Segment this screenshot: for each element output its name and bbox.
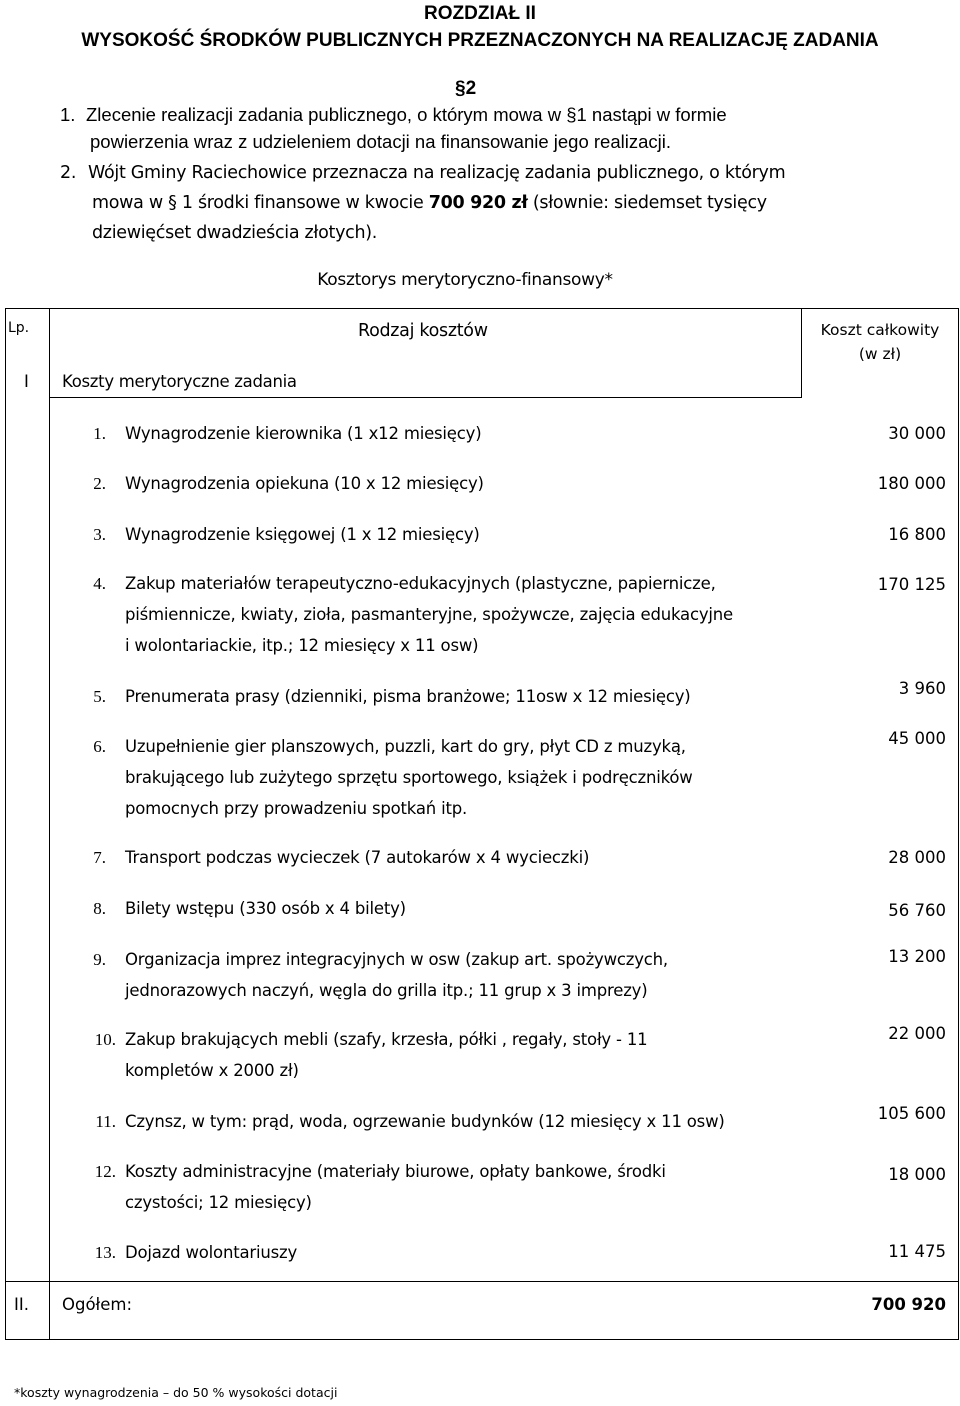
row-amount: 11 475	[888, 1242, 946, 1261]
row-amount: 45 000	[888, 729, 946, 748]
row-description: Prenumerata prasy (dzienniki, pisma branżowe; 11osw x 12 miesięcy)	[125, 687, 691, 706]
row-number: 10.	[94, 1030, 116, 1049]
row-amount: 180 000	[877, 474, 946, 493]
row-number: 7.	[93, 848, 106, 867]
section-i-number: I	[24, 372, 29, 391]
table-lp-divider	[49, 308, 50, 1340]
row-amount: 170 125	[877, 575, 946, 594]
row-amount: 30 000	[888, 424, 946, 443]
row-description: Zakup materiałów terapeutyczno-edukacyjnych (plastyczne, papiernicze,	[125, 574, 716, 593]
chapter-title: ROZDZIAŁ II	[424, 3, 536, 24]
paragraph-1-line-1: Zlecenie realizacji zadania publicznego, o którym mowa w §1 nastąpi w formie	[86, 104, 727, 125]
row-amount: 3 960	[898, 679, 946, 698]
table-right-border	[958, 308, 959, 1340]
row-description: Uzupełnienie gier planszowych, puzzli, kart do gry, płyt CD z muzyką,	[125, 737, 686, 756]
section-ii-label: Ogółem:	[62, 1295, 133, 1314]
row-description: Bilety wstępu (330 osób x 4 bilety)	[125, 899, 406, 918]
row-number: 5.	[93, 687, 106, 706]
row-amount: 56 760	[888, 901, 946, 920]
table-bottom-border	[5, 1339, 959, 1340]
row-description: Transport podczas wycieczek (7 autokarów x 4 wycieczki)	[125, 848, 590, 867]
chapter-subtitle: WYSOKOŚĆ ŚRODKÓW PUBLICZNYCH PRZEZNACZONYCH NA REALIZACJĘ ZADANIA	[81, 30, 879, 51]
paragraph-1-line-2: powierzenia wraz z udzieleniem dotacji na finansowanie jego realizacji.	[90, 131, 672, 152]
row-number: 1.	[93, 424, 106, 443]
section-sign: §2	[455, 78, 477, 99]
paragraph-2-number: 2.	[60, 163, 77, 183]
row-description: Wynagrodzenia opiekuna (10 x 12 miesięcy)	[125, 474, 484, 493]
row-amount: 105 600	[877, 1104, 946, 1123]
table-top-border	[5, 308, 959, 309]
row-description: Zakup brakujących mebli (szafy, krzesła, półki , regały, stoły - 11	[125, 1030, 648, 1049]
row-number: 4.	[93, 574, 106, 593]
row-number: 9.	[93, 950, 106, 969]
row-amount: 16 800	[888, 525, 946, 544]
paragraph-2-line-2-end: (słownie: siedemset tysięcy	[532, 193, 767, 213]
paragraph-2-amount: 700 920 zł	[428, 193, 528, 213]
grand-total: 700 920	[871, 1295, 946, 1314]
section-ii-number: II.	[14, 1295, 29, 1314]
row-description: Organizacja imprez integracyjnych w osw (zakup art. spożywczych,	[125, 950, 668, 969]
header-total-cost: Koszt całkowity	[820, 321, 940, 339]
row-description: piśmiennicze, kwiaty, zioła, pasmanteryjne, spożywcze, zajęcia edukacyjne	[125, 605, 733, 624]
row-number: 12.	[94, 1162, 116, 1181]
header-total-cost-unit: (w zł)	[858, 345, 902, 363]
row-description: pomocnych przy prowadzeniu spotkań itp.	[125, 799, 468, 818]
row-description: kompletów x 2000 zł)	[125, 1061, 299, 1080]
paragraph-2-line-1: Wójt Gminy Raciechowice przeznacza na realizację zadania publicznego, o którym	[88, 163, 786, 183]
row-description: Czynsz, w tym: prąd, woda, ogrzewanie budynków (12 miesięcy x 11 osw)	[125, 1112, 725, 1131]
table-left-border	[5, 308, 6, 1340]
section-i-label: Koszty merytoryczne zadania	[62, 372, 297, 391]
header-lp: Lp.	[8, 320, 30, 336]
row-description: jednorazowych naczyń, węgla do grilla itp.; 11 grup x 3 imprezy)	[125, 981, 648, 1000]
row-number: 13.	[94, 1243, 116, 1262]
row-description: Dojazd wolontariuszy	[125, 1243, 298, 1262]
row-number: 6.	[93, 737, 106, 756]
table-header-bottom	[49, 397, 802, 398]
header-cost-type: Rodzaj kosztów	[358, 321, 488, 341]
row-description: Wynagrodzenie księgowej (1 x 12 miesięcy)	[125, 525, 480, 544]
row-amount: 18 000	[888, 1165, 946, 1184]
paragraph-1-number: 1.	[60, 104, 76, 125]
row-number: 11.	[95, 1112, 116, 1131]
row-amount: 13 200	[888, 947, 946, 966]
table-title: Kosztorys merytoryczno-finansowy*	[317, 270, 613, 290]
row-amount: 28 000	[888, 848, 946, 867]
paragraph-2-line-2-start: mowa w § 1 środki finansowe w kwocie	[92, 193, 424, 213]
footnote: *koszty wynagrodzenia – do 50 % wysokości dotacji	[14, 1385, 338, 1400]
row-description: i wolontariackie, itp.; 12 miesięcy x 11 osw)	[125, 636, 479, 655]
row-number: 8.	[93, 899, 106, 918]
paragraph-2-line-2	[92, 193, 767, 213]
table-total-top	[5, 1281, 959, 1282]
row-number: 3.	[93, 525, 106, 544]
row-description: brakującego lub zużytego sprzętu sportowego, książek i podręczników	[125, 768, 693, 787]
row-amount: 22 000	[888, 1024, 946, 1043]
paragraph-2-line-3: dziewięćset dwadzieścia złotych).	[92, 223, 378, 243]
row-description: Wynagrodzenie kierownika (1 x12 miesięcy)	[125, 424, 482, 443]
row-description: Koszty administracyjne (materiały biurowe, opłaty bankowe, środki	[125, 1162, 666, 1181]
row-number: 2.	[93, 474, 106, 493]
row-description: czystości; 12 miesięcy)	[125, 1193, 312, 1212]
